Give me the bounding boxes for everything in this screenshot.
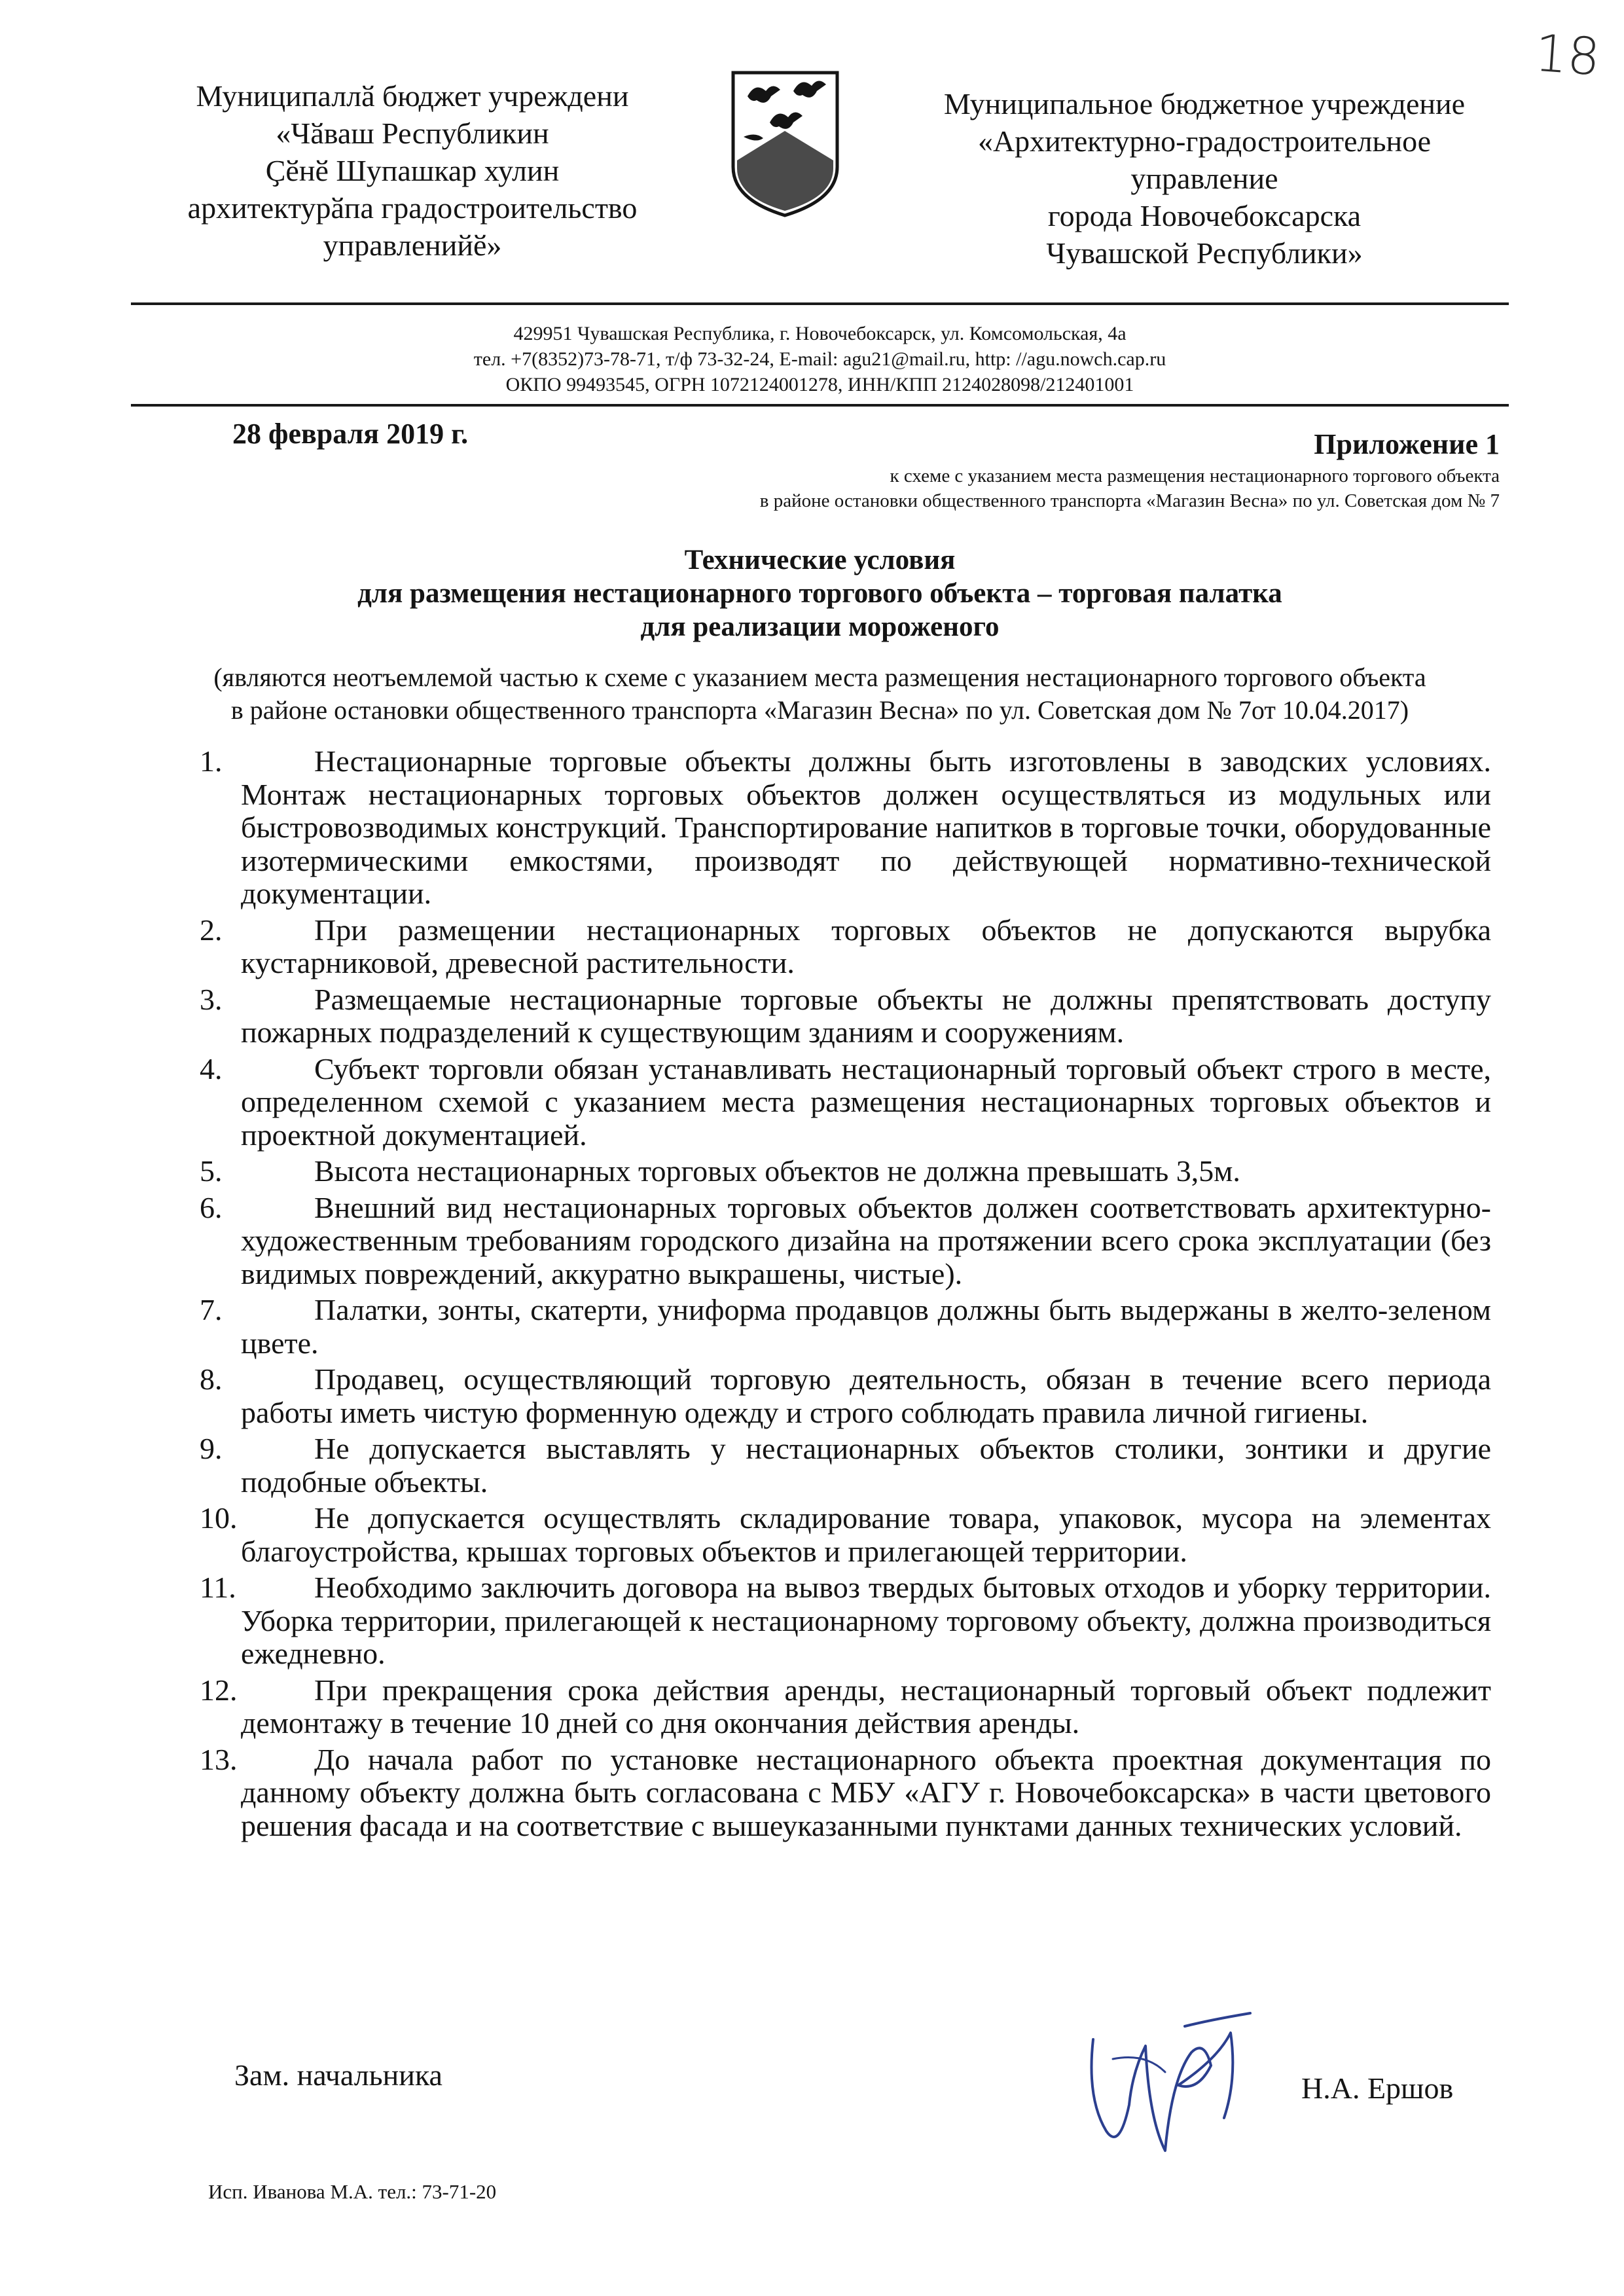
annex-title: Приложение 1 (1314, 428, 1500, 460)
item-number: 7. (200, 1293, 223, 1326)
document-subtitle (131, 661, 1509, 727)
header-left-line: Муниципаллӑ бюджет учреждени (196, 79, 629, 113)
contact-codes: ОКПО 99493545, ОГРН 1072124001278, ИНН/КПП 2124028098/212401001 (505, 374, 1134, 395)
item-text: Продавец, осуществляющий торговую деятельность, обязан в течение всего периода работы иметь чистую форменную одежду и строго соблюдать правила личной гигиены. (241, 1362, 1491, 1429)
item-number: 13. (200, 1742, 238, 1776)
item-number: 9. (200, 1432, 223, 1465)
item-number: 4. (200, 1051, 223, 1085)
item-number: 3. (200, 982, 223, 1016)
item-text: Палатки, зонты, скатерти, униформа продавцов должны быть выдержаны в желто-зеленом цвете. (241, 1293, 1491, 1360)
annex-line: к схеме с указанием места размещения нестационарного торгового объекта (890, 465, 1500, 486)
list-item (200, 982, 1491, 1049)
list-item (200, 1501, 1491, 1568)
item-number: 8. (200, 1362, 223, 1396)
list-item (200, 744, 1491, 911)
header-left-line: «Чӑваш Республикин (276, 117, 549, 150)
contact-phones: тел. +7(8352)73-78-71, т/ф 73-32-24, E-mail: agu21@mail.ru, http: //agu.nowch.cap.ru (473, 348, 1166, 370)
title-line: для реализации мороженого (640, 611, 1000, 642)
header-divider-top (131, 302, 1509, 305)
subtitle-line: (являются неотъемлемой частью к схеме с указанием места размещения нестационарного торгового объекта (213, 663, 1426, 692)
item-text: Нестационарные торговые объекты должны быть изготовлены в заводских условиях. Монтаж нестационарных торговых объектов должен осуществляться из модульных или быстровозводимых конструкций. Транспортирование напитков в торговые точки, оборудованные изотермическими емкостями, производят по действующей нормативно-технической документации. (241, 744, 1491, 910)
contact-info (131, 321, 1509, 397)
list-item (200, 1432, 1491, 1499)
item-text: Необходимо заключить договора на вывоз твердых бытовых отходов и уборку территории. Уборка территории, прилегающей к нестационарному торговому объекту, должна производиться ежедневно. (241, 1571, 1491, 1670)
list-item (200, 1742, 1491, 1843)
page-number: 18 (1532, 24, 1602, 88)
header-right-line: управление (1130, 162, 1278, 195)
item-text: Размещаемые нестационарные торговые объекты не должны препятствовать доступу пожарных подразделений к существующим зданиям и сооружениям. (241, 982, 1491, 1049)
annex-line: в районе остановки общественного транспорта «Магазин Весна» по ул. Советская дом № 7 (759, 490, 1500, 511)
header-right-line: Чувашской Республики» (1046, 236, 1363, 270)
signatory-role: Зам. начальника (234, 2058, 442, 2092)
header-right-line: «Архитектурно-градостроительное (977, 124, 1432, 158)
conditions-list (200, 744, 1491, 1846)
item-text: При прекращения срока действия аренды, нестационарный торговый объект подлежит демонтажу в течение 10 дней со дня окончания действия аренды. (241, 1673, 1491, 1740)
document-title (131, 543, 1509, 644)
header-right-line: города Новочебоксарска (1047, 199, 1362, 232)
item-number: 11. (200, 1571, 236, 1604)
handwritten-signature-icon (1067, 2000, 1270, 2170)
header-left-line: Ҫӗнӗ Шупашкар хулин (265, 154, 560, 187)
item-text: Внешний вид нестационарных торговых объектов должен соответствовать архитектурно-художественным требованиям городского дизайна на протяжении всего срока эксплуатации (без видимых повреждений, аккуратно выкрашены, чистые). (241, 1190, 1491, 1290)
header-left-line: архитектурӑпа градостроительство (187, 191, 638, 225)
title-line: для размещения нестационарного торгового объекта – торговая палатка (357, 578, 1282, 609)
list-item (200, 913, 1491, 980)
item-number: 1. (200, 744, 223, 778)
item-text: Не допускается выставлять у нестационарных объектов столики, зонтики и другие подобные объекты. (241, 1432, 1491, 1499)
item-number: 2. (200, 913, 223, 947)
list-item (200, 1571, 1491, 1671)
signatory-name: Н.А. Ершов (1301, 2071, 1454, 2105)
item-number: 5. (200, 1154, 223, 1188)
header-right-line: Муниципальное бюджетное учреждение (943, 87, 1466, 120)
subtitle-line: в районе остановки общественного транспорта «Магазин Весна» по ул. Советская дом № 7от 10.04.2017) (230, 695, 1409, 725)
header-left-line: управленийӗ» (323, 228, 502, 262)
header-divider-bottom (131, 404, 1509, 407)
item-number: 12. (200, 1673, 238, 1707)
header-left-chuvash (124, 77, 700, 264)
city-emblem-icon (728, 69, 842, 219)
annex-description (387, 464, 1500, 513)
document-date: 28 февраля 2019 г. (232, 418, 469, 450)
list-item (200, 1154, 1491, 1188)
contact-address: 429951 Чувашская Республика, г. Новочебоксарск, ул. Комсомольская, 4а (513, 323, 1127, 344)
title-line: Технические условия (684, 545, 956, 575)
header-right-russian (893, 85, 1515, 272)
list-item (200, 1051, 1491, 1152)
item-number: 6. (200, 1190, 223, 1224)
executor-info: Исп. Иванова М.А. тел.: 73-71-20 (208, 2180, 497, 2203)
item-text: При размещении нестационарных торговых объектов не допускаются вырубка кустарниковой, древесной растительности. (241, 913, 1491, 979)
list-item (200, 1673, 1491, 1740)
list-item (200, 1362, 1491, 1429)
item-text: Не допускается осуществлять складирование товара, упаковок, мусора на элементах благоустройства, крышах торговых объектов и прилегающей территории. (241, 1501, 1491, 1568)
item-text: До начала работ по установке нестационарного объекта проектная документация по данному объекту должна быть согласована с МБУ «АГУ г. Новочебоксарска» в части цветового решения фасада и на соответствие с вышеуказанными пунктами данных технических условий. (241, 1742, 1491, 1842)
item-text: Субъект торговли обязан устанавливать нестационарный торговый объект строго в месте, определенном схемой с указанием места размещения нестационарных торговых объектов и проектной документацией. (241, 1051, 1491, 1152)
list-item (200, 1190, 1491, 1291)
item-text: Высота нестационарных торговых объектов не должна превышать 3,5м. (314, 1154, 1240, 1188)
list-item (200, 1293, 1491, 1360)
item-number: 10. (200, 1501, 238, 1535)
